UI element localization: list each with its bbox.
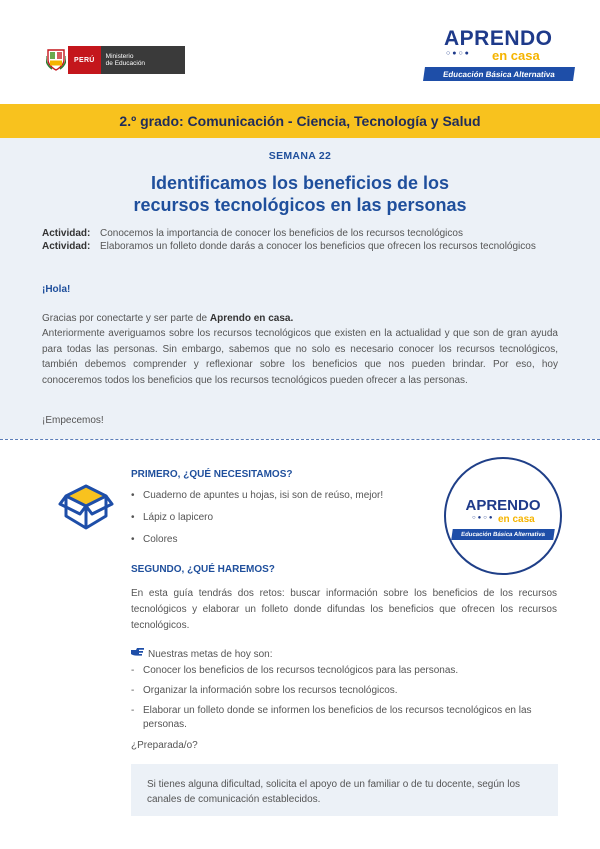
country-label: PERÚ <box>68 46 101 74</box>
badge-dots-icon: ○●○● <box>472 515 495 521</box>
page-header <box>0 0 600 104</box>
badge-word-en-casa: en casa <box>498 514 535 525</box>
logo-word-en-casa: en casa <box>492 48 540 63</box>
challenges-paragraph: En esta guía tendrás dos retos: buscar información sobre los beneficios de los recursos tecnológicos y elaborar un folleto donde difundas los beneficios que ofrecen los recursos tecnológicos. <box>131 588 557 631</box>
ministry-logo <box>44 46 185 74</box>
section-heading-needs: PRIMERO, ¿QUÉ NECESITAMOS? <box>131 469 293 480</box>
activities-list <box>42 227 562 253</box>
ministry-name: Ministerio de Educación <box>101 46 185 74</box>
section-heading-plan: SEGUNDO, ¿QUÉ HAREMOS? <box>131 564 275 575</box>
peru-shield-icon <box>44 46 68 74</box>
goals-list <box>131 664 557 738</box>
badge-word-aprendo: APRENDO <box>465 497 541 514</box>
activity-item: Actividad: Conocemos la importancia de conocer los beneficios de los recursos tecnológicos <box>42 228 463 239</box>
logo-strip: Educación Básica Alternativa <box>423 67 575 81</box>
logo-dots-icon: ○●○● <box>446 50 471 57</box>
activity-item: Actividad: Elaboramos un folleto donde darás a conocer los beneficios que ofrecen los recursos tecnológicos <box>42 241 536 252</box>
intro-paragraph: Anteriormente averiguamos sobre los recursos tecnológicos que existen en la actualidad y que son de gran ayuda para todas las personas. Sin embargo, sabemos que no solo es necesario conocer los recursos tecnológicos, también debemos comprender y reflexionar sobre los beneficios que nos pueden brindar. Por eso, hoy conoceremos todos los beneficios que los recursos tecnológicos pueden ofrecer a las personas. <box>42 328 558 386</box>
list-item: - Organizar la información sobre los recursos tecnológicos. <box>131 685 398 696</box>
materials-list <box>131 490 383 556</box>
start-line: ¡Empecemos! <box>42 415 104 426</box>
box-icon <box>58 482 114 532</box>
help-note: Si tienes alguna dificultad, solicita el apoyo de un familiar o de tu docente, según los canales de comunicación establecidos. <box>131 764 558 816</box>
list-item: • Cuaderno de apuntes u hojas, isi son de reúso, mejor! <box>131 490 384 501</box>
list-item: - Conocer los beneficios de los recursos tecnológicos para las personas. <box>131 665 459 676</box>
list-item: • Colores <box>131 534 178 545</box>
aprendo-badge <box>444 457 562 575</box>
aprendo-en-casa-logo <box>424 27 574 83</box>
thanks-line: Gracias por conectarte y ser parte de Aprendo en casa. <box>42 313 294 324</box>
badge-strip: Educación Básica Alternativa <box>451 529 555 540</box>
pointing-hand-icon <box>131 648 145 660</box>
greeting: ¡Hola! <box>42 284 71 295</box>
list-item: • Lápiz o lapicero <box>131 512 214 523</box>
section-divider <box>0 439 600 440</box>
list-item: - Elaborar un folleto donde se informen los beneficios de los recursos tecnológicos en las personas. <box>131 705 532 730</box>
grade-band <box>0 104 600 138</box>
page-title: Identificamos los beneficios de los recursos tecnológicos en las personas <box>133 173 467 215</box>
week-label: SEMANA 22 <box>268 150 332 162</box>
ready-question: ¿Preparada/o? <box>131 740 198 751</box>
grade-title: 2.º grado: Comunicación - Ciencia, Tecnología y Salud <box>119 113 481 129</box>
logo-word-aprendo: APRENDO <box>444 27 553 50</box>
goals-heading: Nuestras metas de hoy son: <box>131 648 273 660</box>
